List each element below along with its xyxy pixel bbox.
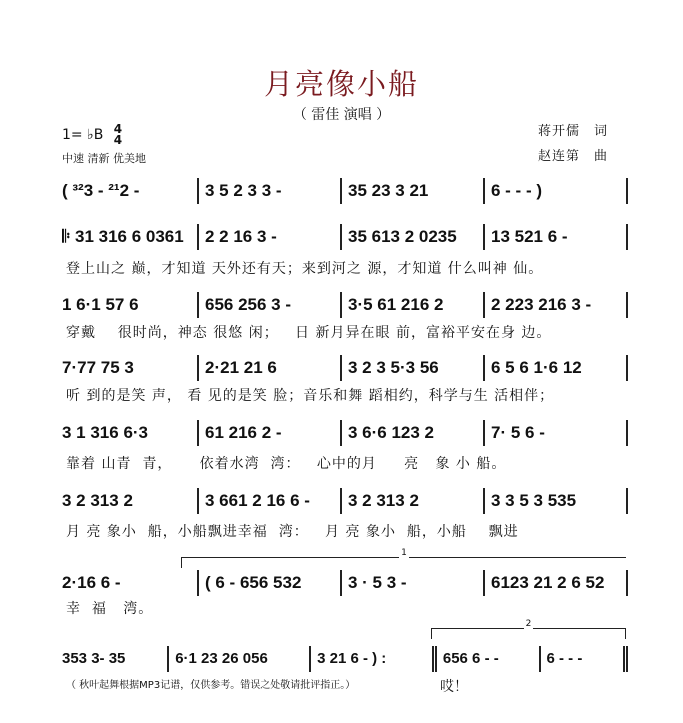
measure: ( 6 - 656 532: [199, 570, 342, 596]
measure: 1 6·1 57 6: [62, 292, 199, 318]
lyrics-line: 幸 福 湾。: [66, 601, 154, 617]
measure: 3 2 313 2: [62, 488, 199, 514]
lyrics-line: 登上山之 巅，才知道 天外还有天；来到河之 源，才知道 什么叫神 仙。: [66, 261, 544, 277]
measure: 353 3- 35: [62, 646, 169, 672]
measure: 3 21 6 - ) :: [311, 646, 437, 672]
key-signature: [62, 124, 122, 146]
measure: 6 - - - ): [485, 178, 628, 204]
measure: 2 2 16 3 -: [199, 224, 342, 250]
score-row-8: [62, 646, 628, 672]
volta-number: 2: [525, 619, 532, 629]
measure: 3 2 3 5·3 56: [342, 355, 485, 381]
measure: 3 · 5 3 -: [342, 570, 485, 596]
time-top: 4: [113, 122, 123, 136]
singer-credit: （ 雷佳 演唱 ）: [292, 107, 391, 123]
measure: 3 6·6 123 2: [342, 420, 485, 446]
footnote: （ 秋叶起舞根据MP3记谱，仅供参考。错误之处敬请批评指正。）: [66, 680, 356, 691]
measure: 7· 5 6 -: [485, 420, 628, 446]
measure: 3 3 5 3 535: [485, 488, 628, 514]
score-row-2: [62, 224, 628, 250]
volta-number: 1: [401, 548, 407, 558]
score-row-5: [62, 420, 628, 446]
measure: 2·16 6 -: [62, 570, 199, 596]
score-row-4: [62, 355, 628, 381]
tempo-marking: 中速 清新 优美地: [62, 152, 146, 165]
score-row-1: [62, 178, 628, 204]
measure: 7·77 75 3: [62, 355, 199, 381]
lyrics-line: 靠着 山青 青， 依着水湾 湾： 心中的月 亮 象 小 船。: [66, 456, 507, 472]
measure: 6·1 23 26 056: [169, 646, 311, 672]
measure: 6 5 6 1·6 12: [485, 355, 628, 381]
volta-bracket-1: [181, 548, 626, 568]
measure: 35 23 3 21: [342, 178, 485, 204]
measure: 6123 21 2 6 52: [485, 570, 628, 596]
song-title: 月亮像小船: [263, 67, 419, 101]
measure: 2·21 21 6: [199, 355, 342, 381]
score-row-6: [62, 488, 628, 514]
measure: ( ³²3 - ²¹2 -: [62, 178, 199, 204]
measure: 2 223 216 3 -: [485, 292, 628, 318]
measure: 656 6 - -: [437, 646, 541, 672]
measure: 𝄆 31 316 6 0361: [62, 224, 199, 250]
measure: 35 613 2 0235: [342, 224, 485, 250]
lyrics-line: 穿戴 很时尚，神态 很悠 闲； 日 新月异在眼 前，富裕平安在身 边。: [66, 325, 552, 341]
lyrics-line: 月 亮 象小 船，小船飘进幸福 湾： 月 亮 象小 船，小船 飘进: [66, 524, 519, 540]
composer-credit: 赵连第 曲: [538, 149, 609, 164]
score-row-3: [62, 292, 628, 318]
measure: 3 661 2 16 6 -: [199, 488, 342, 514]
measure: 3 2 313 2: [342, 488, 485, 514]
volta-bracket-2: [431, 619, 626, 639]
time-bottom: 4: [113, 133, 123, 147]
score-row-7: [62, 570, 628, 596]
lyrics-line: 听 到的是笑 声， 看 见的是笑 脸；音乐和舞 蹈相约，科学与生 活相伴；: [66, 388, 555, 404]
lyricist-credit: 蒋开儒 词: [538, 124, 609, 139]
time-signature: [114, 124, 122, 146]
measure: 13 521 6 -: [485, 224, 628, 250]
measure: 3 1 316 6·3: [62, 420, 199, 446]
key-label: 1= ♭B: [62, 127, 104, 143]
measure: 61 216 2 -: [199, 420, 342, 446]
ending-lyric: 哎！: [440, 679, 468, 695]
measure: 3·5 61 216 2: [342, 292, 485, 318]
measure: 3 5 2 3 3 -: [199, 178, 342, 204]
measure: 6 - - -: [541, 646, 629, 672]
measure: 656 256 3 -: [199, 292, 342, 318]
